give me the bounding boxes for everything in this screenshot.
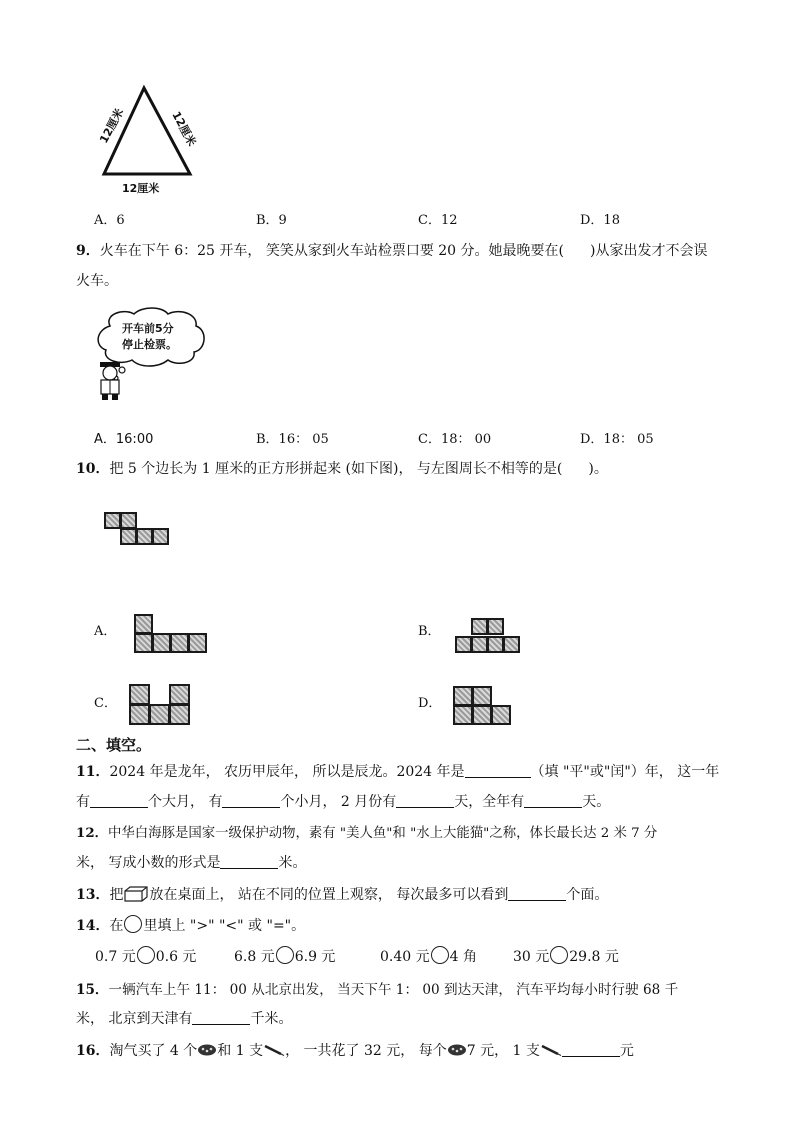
q14-item-1-left: 0.7 元 xyxy=(95,949,136,965)
q11-text-d: 个大月， 有 xyxy=(148,794,223,810)
q10-number: 10． xyxy=(76,461,110,477)
q9-option-d[interactable]: D．18： 05 xyxy=(580,432,654,447)
q14-text-b: 里填上 ">" "<" 或 "="。 xyxy=(143,918,306,934)
q10-option-b-figure[interactable] xyxy=(455,618,525,656)
q16-number: 16． xyxy=(76,1043,110,1059)
q11-text-b: （填 "平"或"闰"）年， 这一年 xyxy=(530,764,720,780)
q16-line xyxy=(76,1040,634,1060)
bubble-line2: 停止检票。 xyxy=(122,338,177,351)
q10-option-b-label[interactable]: B． xyxy=(418,624,441,639)
q10-text xyxy=(76,458,608,478)
q13-number: 13． xyxy=(76,887,110,903)
q12-line1 xyxy=(76,822,657,841)
q9-option-c[interactable]: C．18： 00 xyxy=(418,432,492,447)
q15-blank[interactable] xyxy=(192,1010,250,1025)
q15-number: 15． xyxy=(76,982,109,998)
q16-text-b: 和 1 支 xyxy=(217,1043,264,1059)
q8-option-d[interactable]: D．18 xyxy=(580,213,620,228)
q12-text-b: 米， 写成小数的形式是 xyxy=(76,855,221,871)
q11-text-g: 天。 xyxy=(582,794,611,810)
q8-option-c[interactable]: C．12 xyxy=(418,213,458,228)
q11-text-e: 个小月， 2 月份有 xyxy=(280,794,397,810)
q10-text-a: 把 5 个边长为 1 厘米的正方形拼起来 (如下图)， 与左图周长不相等的是( xyxy=(109,461,563,477)
q10-option-a-figure[interactable] xyxy=(134,614,210,654)
circle-icon xyxy=(124,915,142,933)
q11-line1 xyxy=(76,761,719,781)
compare-circle-1[interactable] xyxy=(137,946,155,964)
q15-text-b: 米， 北京到天津有 xyxy=(76,1011,193,1027)
q11-blank-4[interactable] xyxy=(396,793,454,808)
q10-option-a-label[interactable]: A． xyxy=(94,624,117,639)
section-title: 二、填空。 xyxy=(76,736,152,754)
q9-text-b: )从家出发才不会误 xyxy=(590,243,708,259)
q13-text-c: 个面。 xyxy=(566,887,609,903)
box-icon xyxy=(123,886,149,902)
q14-item-2-left: 6.8 元 xyxy=(234,949,275,965)
bubble-line1: 开车前5分 xyxy=(122,322,174,335)
q14-item-2-right: 6.9 元 xyxy=(294,949,336,965)
pen-icon xyxy=(263,1044,285,1056)
q14-number: 14． xyxy=(76,918,110,934)
q10-text-b: )。 xyxy=(588,461,608,477)
q11-text-c: 有 xyxy=(76,794,90,810)
q9-number: 9． xyxy=(76,243,100,259)
q12-blank[interactable] xyxy=(220,854,278,869)
q11-blank-2[interactable] xyxy=(90,793,148,808)
q12-line2 xyxy=(76,852,306,872)
q10-option-c-label[interactable]: C． xyxy=(94,696,117,711)
q9-text-line1 xyxy=(76,240,707,260)
q14-item-2 xyxy=(234,946,335,966)
q9-text-line2: 火车。 xyxy=(76,273,118,289)
compare-circle-4[interactable] xyxy=(550,946,568,964)
q14-text-a: 在 xyxy=(109,918,124,934)
q15-text-a: 一辆汽车上午 11： 00 从北京出发， 当天下午 1： 00 到达天津， 汽车平均每小时行驶 68 千 xyxy=(108,982,679,998)
q14-item-4-right: 29.8 元 xyxy=(569,949,619,965)
q16-text-d: 7 元， 1 支 xyxy=(466,1043,540,1059)
q13-blank[interactable] xyxy=(508,886,566,901)
q11-text-a: 2024 年是龙年， 农历甲辰年， 所以是辰龙。2024 年是 xyxy=(109,764,465,780)
compare-circle-3[interactable] xyxy=(431,946,449,964)
q15-line2 xyxy=(76,1008,292,1028)
q15-line1 xyxy=(76,978,678,998)
q11-blank-1[interactable] xyxy=(465,763,531,778)
triangle-left-label: 12厘米 xyxy=(97,106,127,146)
triangle-bottom-label: 12厘米 xyxy=(122,182,160,195)
pencil-case-icon xyxy=(447,1043,467,1057)
q16-blank[interactable] xyxy=(562,1042,620,1057)
q11-number: 11． xyxy=(76,764,110,780)
q13-line xyxy=(76,884,608,904)
pen-icon xyxy=(540,1044,562,1056)
q14-line xyxy=(76,915,305,935)
q8-option-a[interactable]: A．6 xyxy=(94,213,125,228)
q16-text-a: 淘气买了 4 个 xyxy=(109,1043,198,1059)
q12-text-c: 米。 xyxy=(278,855,307,871)
q11-blank-5[interactable] xyxy=(524,793,582,808)
q14-item-3-left: 0.40 元 xyxy=(380,949,430,965)
pencil-case-icon xyxy=(197,1043,217,1057)
q14-item-1 xyxy=(95,946,196,966)
q10-option-d-figure[interactable] xyxy=(453,686,513,726)
q12-number: 12． xyxy=(76,825,109,841)
q11-line2 xyxy=(76,791,610,811)
q14-item-4-left: 30 元 xyxy=(513,949,550,965)
q9-text-a: 火车在下午 6：25 开车， 笑笑从家到火车站检票口要 20 分。她最晚要在( xyxy=(99,243,564,259)
q11-text-f: 天，全年有 xyxy=(454,794,525,810)
q9-option-b[interactable]: B．16： 05 xyxy=(256,432,329,447)
q14-item-3 xyxy=(380,946,477,966)
q13-text-b: 放在桌面上， 站在不同的位置上观察， 每次最多可以看到 xyxy=(149,887,509,903)
q14-item-1-right: 0.6 元 xyxy=(155,949,197,965)
triangle-right-label: 12厘米 xyxy=(169,109,199,149)
q15-text-c: 千米。 xyxy=(250,1011,293,1027)
conductor-illustration xyxy=(90,306,220,402)
compare-circle-2[interactable] xyxy=(276,946,294,964)
q13-text-a: 把 xyxy=(109,887,124,903)
q11-blank-3[interactable] xyxy=(222,793,280,808)
q10-reference-figure xyxy=(104,512,176,546)
q14-item-4 xyxy=(513,946,619,966)
triangle-figure xyxy=(92,82,202,200)
q10-option-d-label[interactable]: D． xyxy=(418,696,442,711)
q16-text-c: ， 一共花了 32 元， 每个 xyxy=(285,1043,447,1059)
q12-text-a: 中华白海豚是国家一级保护动物，素有 "美人鱼"和 "水上大能猫"之称，体长最长达 2 米 7 分 xyxy=(108,826,658,841)
q9-option-a[interactable]: A．16:00 xyxy=(94,432,154,447)
q8-option-b[interactable]: B．9 xyxy=(256,213,287,228)
q14-item-3-right: 4 角 xyxy=(449,949,477,965)
q10-option-c-figure[interactable] xyxy=(129,684,191,726)
q16-text-e: 元 xyxy=(619,1043,634,1059)
